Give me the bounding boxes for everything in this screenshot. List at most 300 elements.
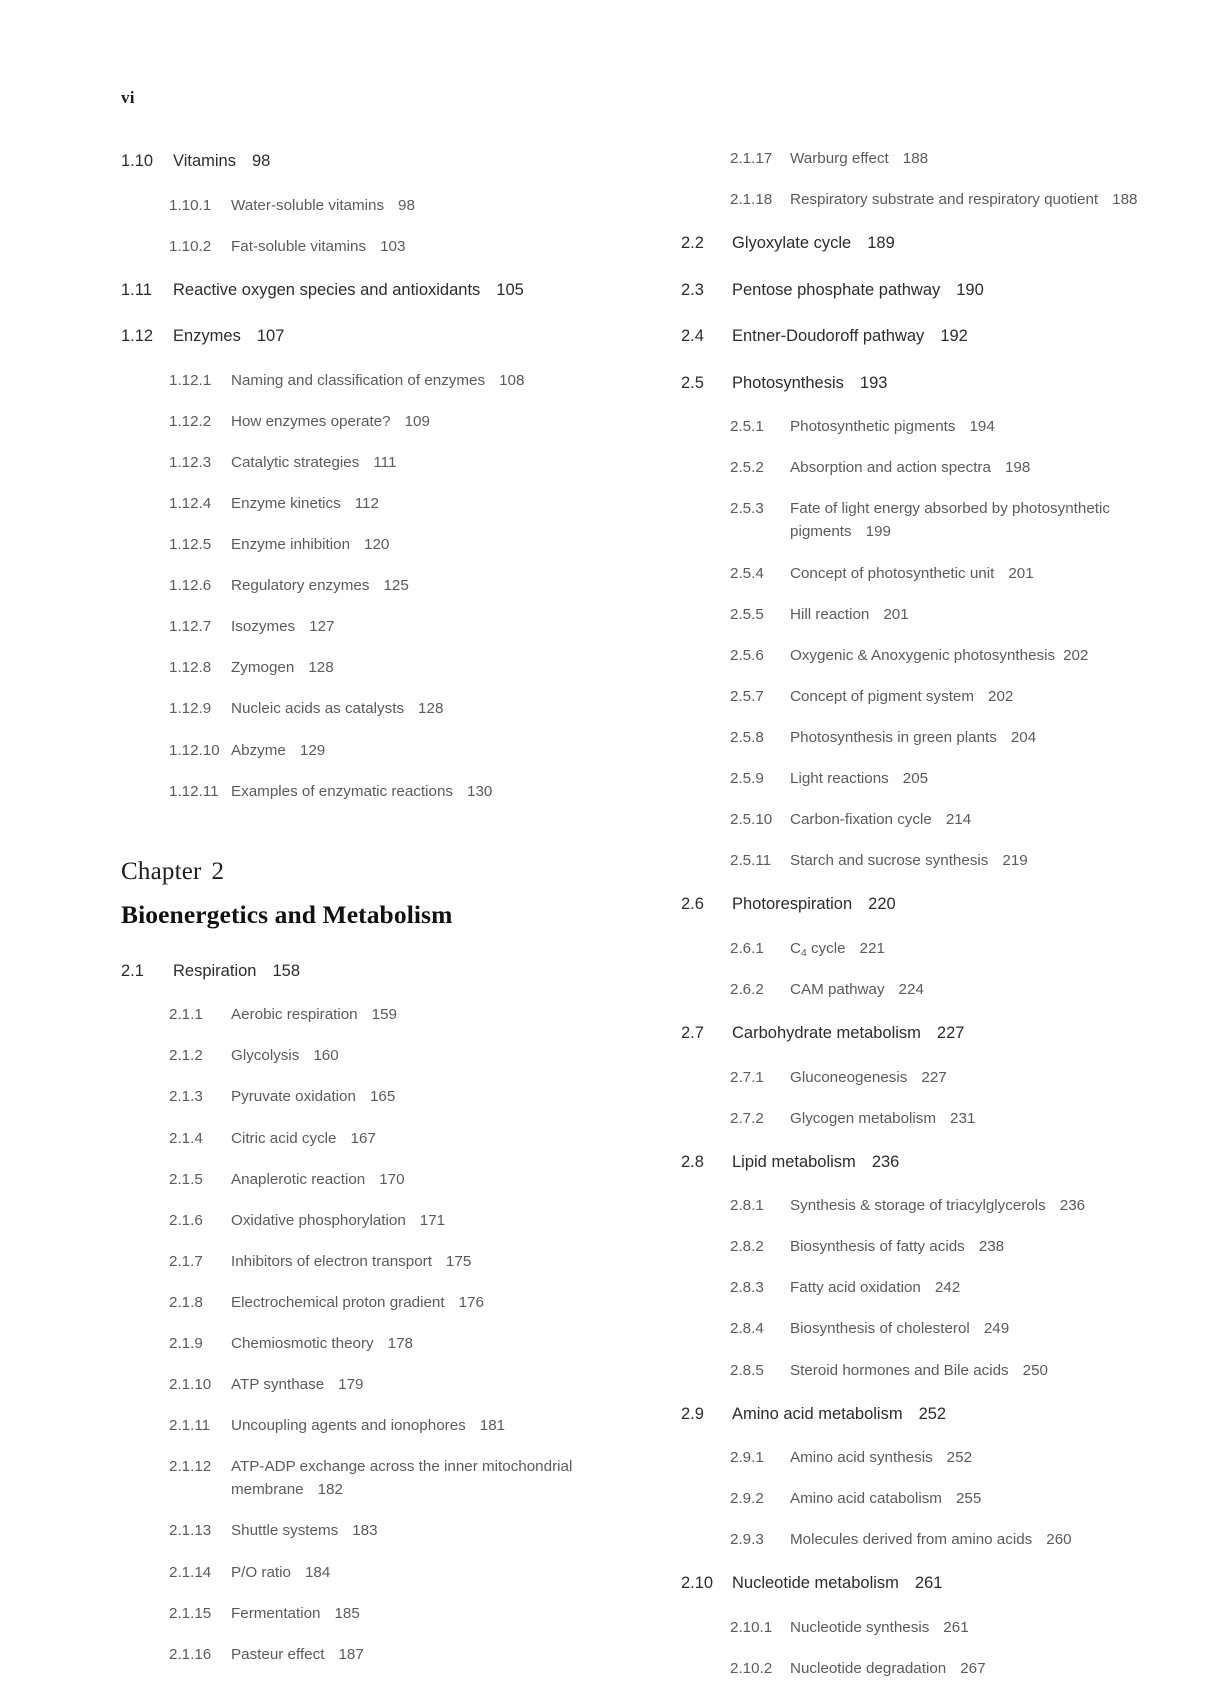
toc-entry-page-number: 128 — [308, 659, 334, 677]
toc-entry-body — [790, 1276, 1204, 1299]
toc-entry-body — [231, 615, 588, 638]
toc-entry-title: Glyoxylate cycle — [732, 234, 852, 253]
toc-entry-page-number: 188 — [902, 150, 929, 167]
toc-entry[interactable] — [681, 1607, 1204, 1648]
toc-entry[interactable] — [121, 313, 588, 360]
toc-entry-title: Vitamins — [173, 152, 236, 170]
toc-entry-body — [231, 1519, 588, 1542]
toc-entry[interactable] — [121, 483, 588, 524]
toc-entry-body — [231, 1209, 588, 1232]
toc-entry-body — [790, 1528, 1204, 1551]
toc-entry-title: Amino acid metabolism — [732, 1404, 903, 1423]
toc-entry-page-number: 250 — [1022, 1361, 1048, 1379]
toc-entry-page-number: 189 — [867, 234, 895, 253]
toc-entry[interactable] — [681, 969, 1204, 1010]
toc-entry-number: 2.1.4 — [169, 1129, 203, 1147]
toc-entry-body — [790, 415, 1204, 438]
toc-entry-body — [231, 1085, 588, 1108]
toc-entry-body — [231, 1414, 588, 1437]
toc-entry-number: 1.12.10 — [169, 741, 220, 759]
toc-entry-body — [231, 1643, 588, 1666]
toc-entry-number: 2.1.5 — [169, 1170, 203, 1188]
toc-entry-title: Enzyme inhibition — [231, 536, 351, 554]
toc-entry[interactable] — [681, 840, 1204, 881]
toc-entry[interactable] — [681, 1098, 1204, 1139]
toc-entry-number: 2.8 — [681, 1152, 704, 1171]
toc-entry-page-number: 111 — [373, 453, 397, 471]
toc-entry-body — [231, 1455, 588, 1501]
toc-entry-number: 2.8.3 — [730, 1279, 764, 1297]
toc-entry-title: Nucleotide metabolism — [732, 1574, 899, 1593]
toc-entry-number: 2.1 — [121, 961, 144, 980]
toc-entry-body — [173, 963, 588, 980]
toc-entry-title: Carbohydrate metabolism — [732, 1024, 921, 1042]
toc-entry-number: 2.9 — [681, 1404, 704, 1423]
toc-entry-body — [790, 849, 1204, 872]
toc-entry-page-number: 227 — [921, 1068, 947, 1086]
toc-entry-page-number: 202 — [1063, 646, 1089, 664]
toc-entry-title: Amino acid synthesis — [790, 1449, 933, 1467]
toc-entry-page-number: 170 — [379, 1170, 405, 1188]
toc-entry-number: 2.10 — [681, 1574, 714, 1593]
toc-entry-number: 2.7 — [681, 1024, 704, 1042]
toc-entry-title: Biosynthesis of cholesterol — [790, 1320, 970, 1338]
toc-entry[interactable] — [681, 220, 1204, 267]
toc-entry[interactable] — [121, 1282, 588, 1323]
toc-entry-title: Nucleotide degradation — [790, 1660, 947, 1678]
toc-entry[interactable] — [121, 1076, 588, 1117]
toc-entry-body — [790, 978, 1204, 1001]
toc-entry-page-number: 98 — [251, 152, 271, 170]
toc-entry[interactable] — [681, 635, 1204, 676]
toc-entry-title: Photosynthesis — [732, 373, 844, 392]
toc-entry-title: Isozymes — [231, 618, 296, 636]
toc-entry-number: 1.12.7 — [169, 618, 212, 636]
toc-entry-number: 2.1.14 — [169, 1563, 212, 1581]
toc-entry[interactable] — [121, 688, 588, 729]
toc-list-left-top — [121, 138, 588, 812]
toc-entry-number: 1.12 — [121, 327, 154, 346]
toc-entry[interactable] — [681, 758, 1204, 799]
toc-entry-page-number: 188 — [1112, 191, 1138, 209]
toc-entry-body — [231, 235, 588, 258]
toc-list-right — [681, 138, 1204, 1689]
toc-entry[interactable] — [121, 1446, 588, 1510]
toc-entry-title: Concept of photosynthetic unit — [790, 564, 995, 582]
toc-entry[interactable] — [681, 1391, 1204, 1438]
toc-entry-body — [790, 603, 1204, 626]
toc-entry[interactable] — [121, 1634, 588, 1675]
toc-entry-body — [790, 937, 1204, 960]
toc-entry-page-number: 112 — [354, 494, 379, 512]
toc-entry-number: 1.12.5 — [169, 536, 212, 554]
toc-entry[interactable] — [681, 1010, 1204, 1057]
toc-entry-title: Pyruvate oxidation — [231, 1088, 356, 1106]
toc-entry-body — [732, 1154, 1204, 1171]
toc-entry[interactable] — [681, 267, 1204, 314]
toc-entry-number: 2.5 — [681, 373, 704, 392]
toc-entry[interactable] — [121, 1552, 588, 1593]
toc-entry-number: 2.1.13 — [169, 1522, 212, 1540]
toc-entry-title: Warburg effect — [790, 150, 889, 167]
toc-entry-title: Photosynthesis in green plants — [790, 728, 997, 746]
toc-entry[interactable] — [681, 138, 1204, 179]
toc-entry-page-number: 220 — [868, 895, 896, 914]
toc-entry-page-number: 98 — [398, 196, 415, 214]
toc-entry-number: 2.1.10 — [169, 1376, 212, 1394]
toc-entry-number: 2.10.1 — [730, 1618, 773, 1636]
toc-entry[interactable] — [121, 1323, 588, 1364]
toc-entry-number: 1.11 — [121, 280, 152, 299]
toc-list-left-bottom — [121, 948, 588, 1675]
toc-entry-number: 1.12.3 — [169, 453, 212, 471]
toc-entry[interactable] — [681, 360, 1204, 407]
toc-entry[interactable] — [681, 1350, 1204, 1391]
toc-entry-body — [732, 1025, 1204, 1042]
toc-entry-title: Naming and classification of enzymes — [231, 371, 486, 389]
toc-entry-page-number: 214 — [945, 811, 972, 829]
toc-entry-page-number: 221 — [859, 939, 885, 957]
toc-entry[interactable] — [121, 1118, 588, 1159]
toc-entry-page-number: 199 — [865, 523, 891, 541]
toc-entry-body — [790, 644, 1204, 667]
toc-entry-page-number: 184 — [304, 1563, 331, 1581]
toc-entry[interactable] — [681, 676, 1204, 717]
toc-entry[interactable] — [121, 647, 588, 688]
toc-entry-body — [231, 1168, 588, 1191]
toc-entry-page-number: 238 — [978, 1238, 1005, 1256]
toc-entry-number: 2.8.5 — [730, 1361, 764, 1379]
toc-entry-number: 1.10 — [121, 152, 154, 170]
toc-entry-page-number: 107 — [256, 327, 285, 346]
toc-entry-title: Amino acid catabolism — [790, 1490, 942, 1508]
chapter-heading-block — [121, 812, 588, 948]
toc-entry-page-number: 190 — [956, 280, 984, 299]
toc-entry[interactable] — [681, 1519, 1204, 1560]
toc-entry-number: 2.5.2 — [730, 459, 764, 477]
toc-entry-number: 1.10.2 — [169, 237, 212, 255]
toc-entry-body — [790, 1066, 1204, 1089]
toc-entry-page-number: 219 — [1002, 852, 1028, 870]
toc-entry[interactable] — [681, 447, 1204, 488]
toc-entry-body — [790, 1657, 1204, 1680]
toc-entry-number: 2.1.6 — [169, 1211, 203, 1229]
toc-entry-body — [231, 533, 588, 556]
toc-entry-number: 2.5.6 — [730, 646, 764, 664]
toc-entry-page-number: 160 — [313, 1047, 339, 1065]
toc-entry[interactable] — [121, 442, 588, 483]
toc-entry-title: Synthesis & storage of triacylglycerols — [790, 1197, 1046, 1215]
toc-entry[interactable] — [681, 1185, 1204, 1226]
toc-entry[interactable] — [681, 1139, 1204, 1186]
toc-entry-title: P/O ratio — [231, 1563, 291, 1581]
toc-entry-page-number: 187 — [338, 1645, 364, 1663]
toc-entry-body — [790, 147, 1204, 170]
toc-entry-page-number: 224 — [898, 980, 924, 998]
toc-entry-number: 2.1.11 — [169, 1417, 211, 1435]
toc-entry-page-number: 201 — [883, 605, 909, 623]
toc-entry-page-number: 192 — [940, 327, 968, 346]
toc-entry-title: Light reactions — [790, 770, 889, 788]
toc-entry-number: 2.5.10 — [730, 811, 773, 829]
toc-entry[interactable] — [121, 1510, 588, 1551]
chapter-number: 2 — [211, 857, 225, 885]
toc-entry-number: 2.8.2 — [730, 1238, 764, 1256]
toc-entry-page-number: 179 — [338, 1376, 364, 1394]
toc-entry[interactable] — [681, 881, 1204, 928]
chapter-title: Bioenergetics and Metabolism — [121, 899, 453, 929]
toc-entry-body — [732, 1406, 1204, 1423]
toc-entry-page-number: 129 — [299, 741, 326, 759]
toc-entry[interactable] — [121, 185, 588, 226]
toc-entry-number: 2.8.4 — [730, 1320, 764, 1338]
toc-entry-title: Catalytic strategies — [231, 453, 360, 471]
toc-entry-page-number: 261 — [914, 1574, 943, 1593]
toc-entry-number: 2.1.8 — [169, 1293, 203, 1311]
toc-entry-title: Pasteur effect — [231, 1645, 325, 1663]
toc-entry-body — [790, 1616, 1204, 1639]
toc-entry-body — [790, 767, 1204, 790]
toc-entry-number: 2.10.2 — [730, 1660, 773, 1678]
toc-entry-page-number: 236 — [1059, 1197, 1086, 1215]
toc-entry[interactable] — [681, 179, 1204, 220]
toc-columns — [0, 138, 1214, 1689]
toc-entry-title: Gluconeogenesis — [790, 1068, 908, 1086]
toc-entry-title: Enzyme kinetics — [231, 494, 341, 512]
toc-entry-page-number: 181 — [479, 1417, 506, 1435]
toc-entry-body — [231, 1127, 588, 1150]
toc-entry[interactable] — [681, 1267, 1204, 1308]
toc-entry-number: 1.12.2 — [169, 412, 212, 430]
toc-entry-number: 2.9.3 — [730, 1531, 764, 1549]
toc-entry-page-number: 108 — [499, 371, 525, 389]
toc-entry-title: Photorespiration — [732, 895, 853, 914]
toc-entry-body — [231, 1373, 588, 1396]
toc-entry-body — [790, 1317, 1204, 1340]
toc-entry-body — [231, 1561, 588, 1584]
toc-entry-page-number: 109 — [404, 412, 430, 430]
toc-entry-title: Electrochemical proton gradient — [231, 1293, 445, 1311]
toc-entry-body — [231, 1250, 588, 1273]
toc-entry-number: 2.1.18 — [730, 191, 773, 209]
toc-entry-title: Steroid hormones and Bile acids — [790, 1361, 1009, 1379]
toc-entry-body — [231, 739, 588, 762]
toc-entry[interactable] — [121, 267, 588, 314]
toc-entry-body — [790, 1487, 1204, 1510]
toc-entry-number: 2.1.9 — [169, 1334, 203, 1352]
toc-entry[interactable] — [121, 1593, 588, 1634]
toc-entry-number: 2.5.4 — [730, 564, 764, 582]
toc-entry-title: Concept of pigment system — [790, 687, 975, 705]
toc-entry-number: 2.2 — [681, 234, 704, 253]
toc-entry-number: 2.1.2 — [169, 1047, 203, 1065]
toc-entry-title: Enzymes — [173, 327, 241, 346]
toc-entry-title: How enzymes operate? — [231, 412, 391, 430]
toc-entry-number: 1.12.9 — [169, 700, 212, 718]
toc-entry-page-number: 255 — [955, 1490, 982, 1508]
toc-entry[interactable] — [681, 553, 1204, 594]
toc-entry-number: 2.3 — [681, 280, 704, 299]
toc-entry-body — [231, 1332, 588, 1355]
toc-entry[interactable] — [121, 994, 588, 1035]
toc-entry-title: Starch and sucrose synthesis — [790, 852, 989, 870]
toc-entry-number: 2.1.12 — [169, 1458, 212, 1476]
toc-entry-title: Absorption and action spectra — [790, 459, 991, 477]
toc-entry-title: Glycolysis — [231, 1047, 300, 1065]
toc-entry[interactable] — [121, 606, 588, 647]
toc-entry-page-number: 183 — [352, 1522, 378, 1540]
toc-entry[interactable] — [121, 1159, 588, 1200]
toc-entry-page-number: 236 — [871, 1152, 900, 1171]
toc-entry[interactable] — [681, 594, 1204, 635]
toc-entry[interactable] — [121, 1364, 588, 1405]
toc-entry-number: 2.5.7 — [730, 687, 764, 705]
toc-entry[interactable] — [681, 313, 1204, 360]
toc-entry-number: 2.1.15 — [169, 1604, 212, 1622]
toc-entry-title: Hill reaction — [790, 605, 870, 623]
toc-entry-title: Respiration — [173, 961, 257, 980]
toc-entry[interactable] — [121, 1405, 588, 1446]
toc-entry[interactable] — [681, 1308, 1204, 1349]
toc-entry[interactable] — [681, 1648, 1204, 1689]
toc-entry-page-number: 198 — [1004, 459, 1031, 477]
toc-entry[interactable] — [681, 928, 1204, 969]
toc-entry-number: 2.5.9 — [730, 770, 764, 788]
toc-entry-title: Pentose phosphate pathway — [732, 280, 941, 299]
toc-entry-page-number: 204 — [1010, 728, 1037, 746]
toc-entry[interactable] — [121, 1035, 588, 1076]
page-folio: vi — [121, 88, 135, 107]
toc-entry-body — [231, 410, 588, 433]
toc-entry-body — [231, 1003, 588, 1026]
toc-entry-title: Fat-soluble vitamins — [231, 237, 367, 255]
toc-entry-title: Oxidative phosphorylation — [231, 1211, 406, 1229]
toc-entry-title: Reactive oxygen species and antioxidants — [173, 280, 481, 299]
toc-entry-title: Examples of enzymatic reactions — [231, 782, 453, 800]
toc-entry-number: 2.6.2 — [730, 980, 764, 998]
toc-entry[interactable] — [681, 1057, 1204, 1098]
toc-entry-number: 2.1.17 — [730, 150, 773, 167]
toc-entry-title: Biosynthesis of fatty acids — [790, 1238, 965, 1256]
toc-entry-number: 2.9.1 — [730, 1449, 764, 1467]
toc-entry-title: Nucleic acids as catalysts — [231, 700, 405, 718]
toc-entry-page-number: 252 — [946, 1449, 973, 1467]
toc-entry-number: 1.12.8 — [169, 659, 212, 677]
toc-entry[interactable] — [681, 799, 1204, 840]
toc-entry-page-number: 201 — [1008, 564, 1034, 582]
toc-entry-number: 2.7.2 — [730, 1109, 764, 1127]
toc-entry-number: 2.7.1 — [730, 1068, 764, 1086]
toc-entry-number: 2.1.7 — [169, 1252, 203, 1270]
toc-entry[interactable] — [681, 1437, 1204, 1478]
toc-entry-title: Aerobic respiration — [231, 1006, 358, 1024]
toc-entry[interactable] — [681, 488, 1204, 552]
toc-entry-page-number: 194 — [969, 418, 995, 436]
toc-entry[interactable] — [121, 138, 588, 185]
toc-entry-number: 2.5.5 — [730, 605, 764, 623]
toc-entry-title: ATP-ADP exchange across the inner mitochondrial membrane — [231, 1458, 573, 1499]
toc-entry-page-number: 178 — [387, 1334, 413, 1352]
toc-entry-title: $C_4$ cycle — [790, 939, 846, 959]
toc-entry-number: 1.12.11 — [169, 782, 219, 800]
toc-entry-title: CAM pathway — [790, 980, 885, 998]
toc-entry-title: Lipid metabolism — [732, 1152, 856, 1171]
toc-entry[interactable] — [681, 1478, 1204, 1519]
chapter-label-text: Chapter — [121, 857, 202, 885]
toc-entry-title: Inhibitors of electron transport — [231, 1252, 432, 1270]
toc-entry-body — [231, 574, 588, 597]
toc-entry-number: 2.4 — [681, 327, 704, 346]
toc-entry-number: 2.5.1 — [730, 418, 764, 436]
toc-entry-title: Carbon-fixation cycle — [790, 811, 932, 829]
toc-entry-title: Fermentation — [231, 1604, 321, 1622]
toc-entry-body — [790, 1235, 1204, 1258]
toc-entry-page-number: 176 — [458, 1293, 484, 1311]
toc-entry-number: 2.1.16 — [169, 1645, 212, 1663]
toc-entry-title: Molecules derived from amino acids — [790, 1531, 1033, 1549]
toc-entry-title: Glycogen metabolism — [790, 1109, 937, 1127]
toc-column-right — [600, 138, 1214, 1689]
toc-entry[interactable] — [121, 360, 588, 401]
toc-entry[interactable] — [121, 401, 588, 442]
toc-entry-body — [231, 451, 588, 474]
toc-entry-page-number: 231 — [950, 1109, 976, 1127]
toc-entry-body — [790, 808, 1204, 831]
toc-entry-body — [790, 562, 1204, 585]
toc-entry-page-number: 128 — [418, 700, 444, 718]
toc-entry[interactable] — [121, 771, 588, 812]
toc-entry[interactable] — [121, 948, 588, 995]
toc-entry-page-number: 158 — [272, 961, 300, 980]
toc-entry-page-number: 120 — [364, 536, 390, 554]
toc-entry-number: 2.5.3 — [730, 500, 764, 518]
toc-entry-title: Shuttle systems — [231, 1522, 339, 1540]
toc-entry[interactable] — [681, 1560, 1204, 1607]
toc-entry-title: Zymogen — [231, 659, 295, 677]
toc-entry-title: ATP synthase — [231, 1376, 325, 1394]
toc-entry-number: 2.1.1 — [169, 1006, 203, 1024]
toc-entry-body — [790, 1359, 1204, 1382]
toc-entry[interactable] — [121, 730, 588, 771]
toc-entry-body — [231, 1602, 588, 1625]
toc-entry-page-number: 202 — [988, 687, 1014, 705]
toc-entry-body — [231, 369, 588, 392]
toc-entry-title: Chemiosmotic theory — [231, 1334, 374, 1352]
toc-entry-page-number: 182 — [317, 1481, 343, 1499]
toc-entry[interactable] — [681, 406, 1204, 447]
toc-entry-body — [732, 282, 1204, 299]
toc-entry-body — [790, 1194, 1204, 1217]
toc-entry[interactable] — [121, 565, 588, 606]
toc-entry-body — [173, 328, 588, 345]
toc-entry-page-number: 159 — [371, 1006, 397, 1024]
toc-entry[interactable] — [121, 1200, 588, 1241]
toc-entry-page-number: 249 — [983, 1320, 1010, 1338]
toc-entry-body — [231, 780, 588, 803]
toc-entry-body — [790, 188, 1204, 211]
toc-entry-title: Photosynthetic pigments — [790, 418, 956, 436]
toc-entry[interactable] — [121, 226, 588, 267]
chapter-label — [121, 858, 588, 886]
toc-entry[interactable] — [121, 1241, 588, 1282]
toc-entry-page-number: 127 — [309, 618, 335, 636]
toc-entry[interactable] — [681, 1226, 1204, 1267]
toc-entry[interactable] — [121, 524, 588, 565]
toc-entry[interactable] — [681, 717, 1204, 758]
toc-entry-page-number: 260 — [1046, 1531, 1072, 1549]
toc-entry-page-number: 165 — [369, 1088, 396, 1106]
toc-entry-title: Oxygenic & Anoxygenic photosynthesis — [790, 646, 1056, 664]
